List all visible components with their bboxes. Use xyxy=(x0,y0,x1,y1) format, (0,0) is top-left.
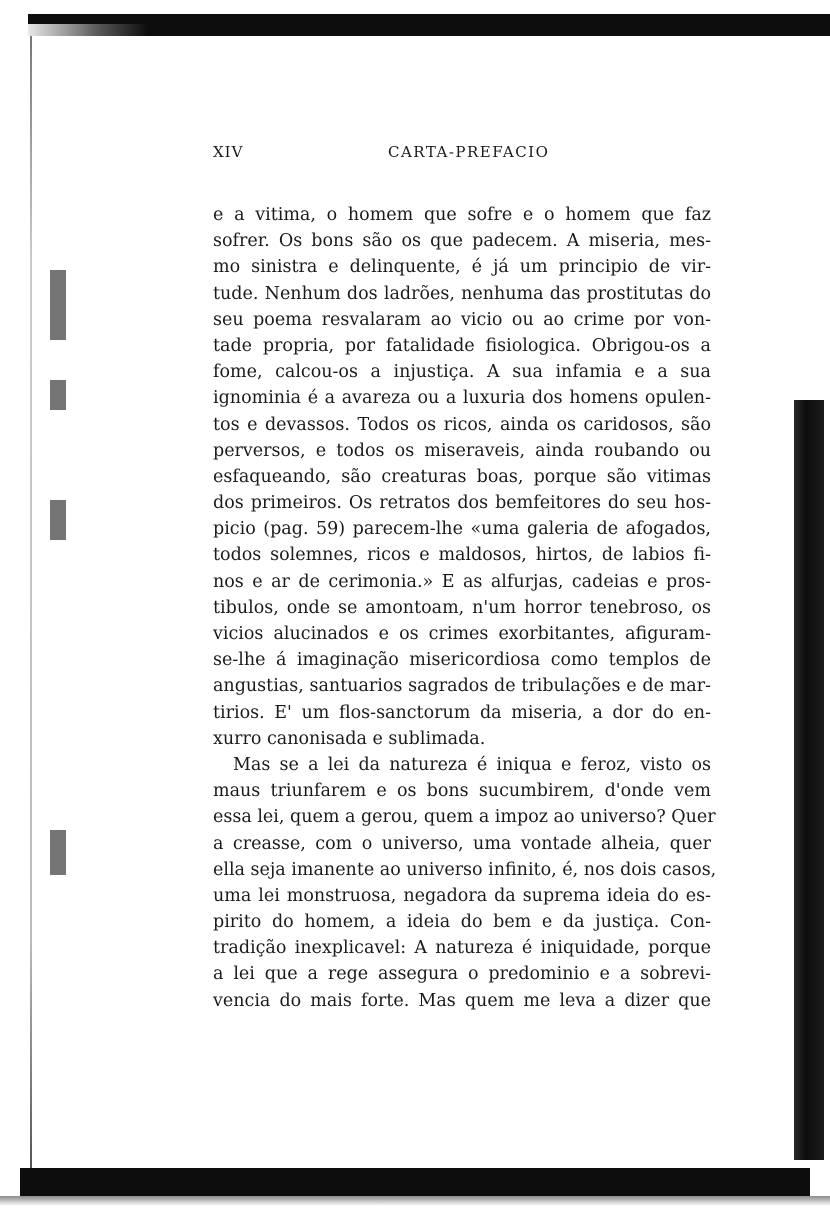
text-line: tradição inexplicavel: A natureza é iniquidade, porque xyxy=(213,938,711,959)
text-line: seu poema resvalaram ao vicio ou ao crime por von- xyxy=(213,309,711,330)
text-line: mo sinistra e delinquente, é já um principio de vir- xyxy=(213,257,711,278)
text-line: sofrer. Os bons são os que padecem. A miseria, mes- xyxy=(213,231,711,252)
text-line: a lei que a rege assegura o predominio e a sobrevi- xyxy=(213,964,711,985)
text-line: fome, calcou-os a injustiça. A sua infamia e a sua xyxy=(213,362,711,383)
text-line: picio (pag. 59) parecem-lhe «uma galeria de afogados, xyxy=(213,519,711,540)
text-line: ella seja imanente ao universo infinito, é, nos dois casos, xyxy=(213,859,717,880)
text-line: e a vitima, o homem que sofre e o homem que faz xyxy=(213,205,711,225)
text-line: esfaqueando, são creaturas boas, porque são vitimas xyxy=(213,466,711,487)
paragraph xyxy=(213,752,717,1014)
text-line: ignominia é a avareza ou a luxuria dos homens opulen- xyxy=(213,388,711,409)
text-line: dos primeiros. Os retratos dos bemfeitores do seu hos- xyxy=(213,493,711,514)
text-line: tirios. E' um flos-sanctorum da miseria, a dor do en- xyxy=(213,702,711,723)
text-line: maus triunfarem e os bons sucumbirem, d'onde vem xyxy=(213,781,711,802)
text-line: essa lei, quem a gerou, quem a impoz ao universo? Quer xyxy=(213,807,716,828)
text-line: nos e ar de cerimonia.» E as alfurjas, cadeias e pros- xyxy=(213,571,711,592)
text-line: angustias, santuarios sagrados de tribulações e de mar- xyxy=(213,676,711,697)
scan-border-top-fade xyxy=(28,24,148,36)
text-line: tade propria, por fatalidade fisiologica. Obrigou-os a xyxy=(213,335,711,356)
scan-border-left xyxy=(30,36,32,1168)
text-line: tude. Nenhum dos ladrões, nenhuma das prostitutas do xyxy=(213,283,711,304)
paragraph xyxy=(213,202,711,752)
running-title: CARTA-PREFACIO xyxy=(388,143,550,161)
page-number: XIV xyxy=(213,143,244,161)
text-line: xurro canonisada e sublimada. xyxy=(213,728,486,749)
page-body xyxy=(213,202,717,1014)
scan-border-bottom xyxy=(20,1168,810,1198)
scan-bleed-mark xyxy=(50,380,66,410)
text-line: uma lei monstruosa, negadora da suprema ideia do es- xyxy=(213,885,711,906)
text-line: pirito do homem, a ideia do bem e da justiça. Con- xyxy=(213,912,711,933)
text-line: a creasse, com o universo, uma vontade alheia, quer xyxy=(213,833,711,854)
scan-bleed-mark xyxy=(50,270,66,340)
text-line: Mas se a lei da natureza é iniqua e feroz, visto os xyxy=(233,754,711,775)
scan-border-top xyxy=(28,14,830,36)
text-line: perversos, e todos os miseraveis, ainda roubando ou xyxy=(213,440,711,461)
text-line: todos solemnes, ricos e maldosos, hirtos, de labios fi- xyxy=(213,545,711,566)
text-line: tibulos, onde se amontoam, n'um horror tenebroso, os xyxy=(213,597,711,618)
text-line: tos e devassos. Todos os ricos, ainda os caridosos, são xyxy=(213,414,711,435)
text-line: vicios alucinados e os crimes exorbitantes, afiguram- xyxy=(213,624,711,644)
text-line: vencia do mais forte. Mas quem me leva a dizer que xyxy=(213,990,711,1011)
scan-border-bottom-fade xyxy=(0,1196,830,1206)
scan-bleed-mark xyxy=(50,830,66,875)
scan-bleed-mark xyxy=(50,500,66,540)
text-line: se-lhe á imaginação misericordiosa como templos de xyxy=(213,650,711,671)
scan-border-right xyxy=(794,400,824,1160)
